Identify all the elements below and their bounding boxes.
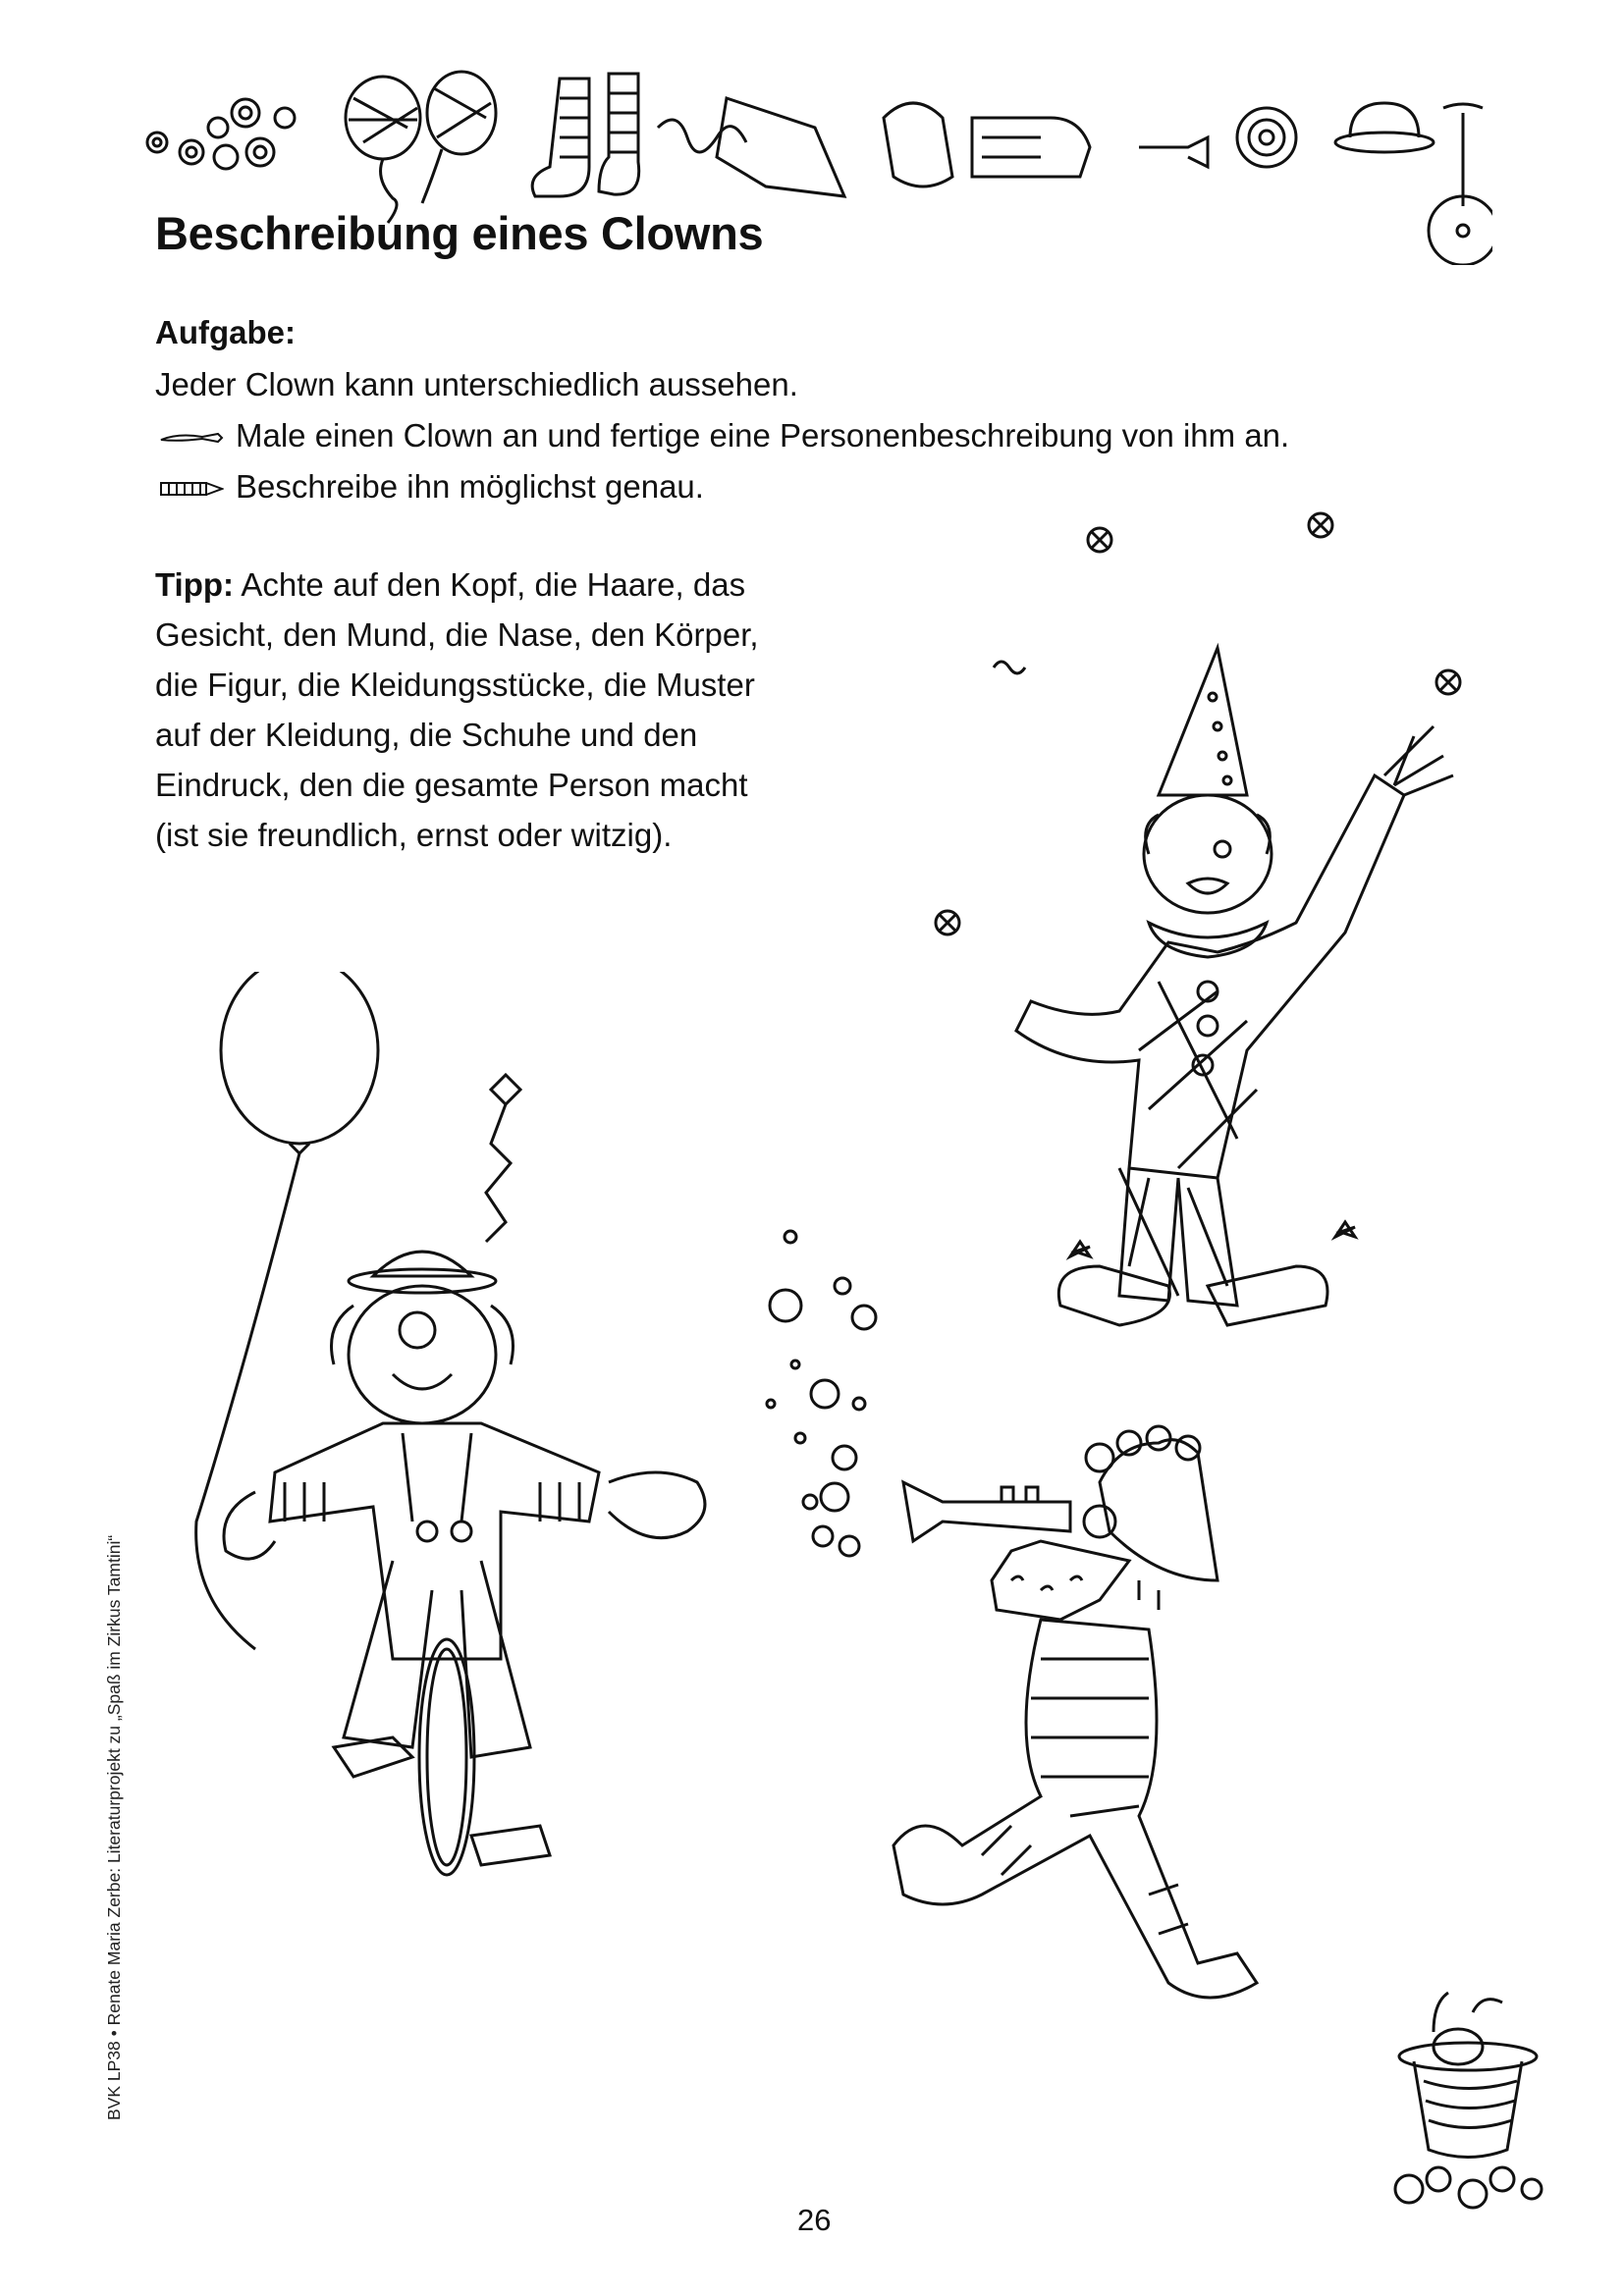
balloon-icon xyxy=(422,72,496,203)
trumpet-clown xyxy=(746,1207,1335,2052)
garland-icon xyxy=(658,120,746,152)
task-heading: Aufgabe: xyxy=(155,314,296,350)
whistle-icon xyxy=(1139,137,1208,167)
snail-shell-icon xyxy=(1237,108,1296,167)
task-step-1 xyxy=(155,410,1289,461)
tip-label: Tipp: xyxy=(155,566,235,603)
task-step-1-text: Male einen Clown an und fertige eine Personenbeschreibung von ihm an. xyxy=(236,417,1290,454)
unicycle-icon xyxy=(1429,104,1492,265)
tip-paragraph xyxy=(155,560,784,860)
paintbrush-icon xyxy=(159,429,224,447)
glove-icon xyxy=(884,103,952,187)
task-intro: Jeder Clown kann unterschiedlich aussehen. xyxy=(155,366,798,402)
page-number: 26 xyxy=(797,2203,832,2237)
sock-icon xyxy=(532,79,589,196)
page-title: Beschreibung eines Clowns xyxy=(155,207,764,259)
tip-text: Achte auf den Kopf, die Haare, das Gesicht, den Mund, die Nase, den Körper, die Figur, die Kleidungsstücke, die Muster auf der Kleidung, die Schuhe und den Eindruck, den die gesamte Person macht (ist sie freundlich, ernst oder witzig). xyxy=(155,566,759,853)
bowler-hat-icon xyxy=(1335,103,1434,152)
side-credit: BVK LP38 • Renate Maria Zerbe: Literaturprojekt zu „Spaß im Zirkus Tamtini“ xyxy=(104,1534,124,2120)
magic-hat-rabbit xyxy=(1384,1983,1561,2218)
unicycle-clown-with-balloon xyxy=(177,972,727,1895)
task-step-2 xyxy=(155,461,704,512)
pencil-icon xyxy=(159,479,224,499)
cloth-icon xyxy=(717,98,844,196)
shoe-icon xyxy=(972,118,1090,177)
task-step-2-text: Beschreibe ihn möglichst genau. xyxy=(236,468,704,505)
balloon-icon xyxy=(346,77,420,223)
sock-icon xyxy=(599,74,639,194)
beads-icon xyxy=(147,99,295,169)
